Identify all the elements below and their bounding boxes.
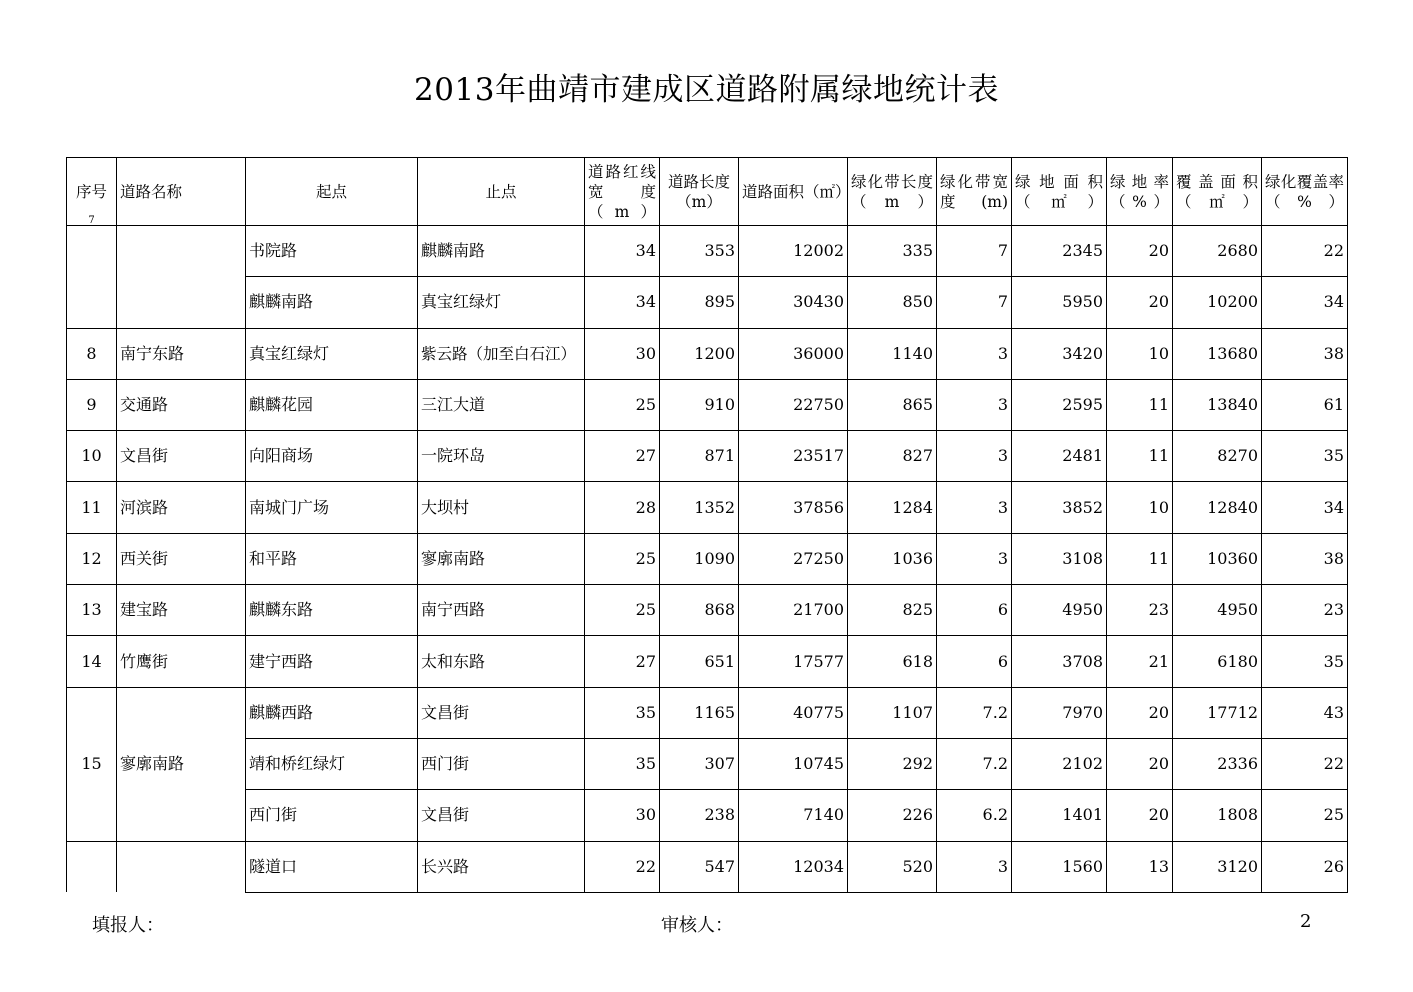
header-belt-length: 绿化带长度（m） bbox=[848, 158, 937, 226]
cell-belt-width: 6.2 bbox=[937, 790, 1012, 841]
cell-green-area: 2102 bbox=[1012, 738, 1107, 789]
cell-belt-length: 226 bbox=[848, 790, 937, 841]
table-header-row bbox=[67, 158, 1348, 226]
cell-end: 紫云路（加至白石江） bbox=[418, 328, 585, 379]
cell-cover-area: 13680 bbox=[1173, 328, 1262, 379]
cell-area: 36000 bbox=[739, 328, 848, 379]
table-row bbox=[67, 533, 1348, 584]
cell-width: 35 bbox=[585, 687, 660, 738]
table-row bbox=[67, 585, 1348, 636]
cell-belt-length: 1140 bbox=[848, 328, 937, 379]
cell-length: 238 bbox=[660, 790, 739, 841]
header-red-line-width: 道路红线宽度（m） bbox=[585, 158, 660, 226]
cell-start: 书院路 bbox=[246, 226, 418, 277]
cell-belt-width: 7.2 bbox=[937, 738, 1012, 789]
cell-cover-area: 12840 bbox=[1173, 482, 1262, 533]
cell-seq bbox=[67, 215, 117, 277]
cell-cover-rate: 61 bbox=[1262, 379, 1348, 430]
cell-length: 1165 bbox=[660, 687, 739, 738]
cell-length: 651 bbox=[660, 636, 739, 687]
table-row bbox=[67, 636, 1348, 687]
cell-road-name bbox=[117, 841, 246, 892]
filler-label: 填报人： bbox=[92, 915, 164, 936]
cell-cover-rate: 34 bbox=[1262, 277, 1348, 328]
cell-width: 25 bbox=[585, 533, 660, 584]
cell-width: 35 bbox=[585, 738, 660, 789]
cell-green-area: 2595 bbox=[1012, 379, 1107, 430]
cell-end: 一院环岛 bbox=[418, 431, 585, 482]
cell-green-rate: 13 bbox=[1107, 841, 1173, 892]
reviewer-label: 审核人： bbox=[661, 915, 733, 936]
table-row bbox=[67, 738, 1348, 789]
cell-start: 麒麟花园 bbox=[246, 379, 418, 430]
cell-green-area: 1401 bbox=[1012, 790, 1107, 841]
cell-green-rate: 10 bbox=[1107, 328, 1173, 379]
cell-area: 23517 bbox=[739, 431, 848, 482]
cell-start: 西门街 bbox=[246, 790, 418, 841]
header-cover-rate: 绿化覆盖率（%） bbox=[1262, 158, 1348, 226]
cell-cover-area: 10200 bbox=[1173, 277, 1262, 328]
cell-seq: 14 bbox=[67, 636, 117, 687]
cell-end: 文昌街 bbox=[418, 790, 585, 841]
cell-width: 27 bbox=[585, 431, 660, 482]
cell-green-rate: 20 bbox=[1107, 738, 1173, 789]
cell-start: 真宝红绿灯 bbox=[246, 328, 418, 379]
cell-road-name: 文昌街 bbox=[117, 431, 246, 482]
cell-start: 靖和桥红绿灯 bbox=[246, 738, 418, 789]
cell-area: 10745 bbox=[739, 738, 848, 789]
cell-start: 和平路 bbox=[246, 533, 418, 584]
cell-road-name: 南宁东路 bbox=[117, 328, 246, 379]
table-row bbox=[67, 226, 1348, 277]
cell-end: 南宁西路 bbox=[418, 585, 585, 636]
cell-green-rate: 11 bbox=[1107, 379, 1173, 430]
cell-length: 307 bbox=[660, 738, 739, 789]
cell-road-name: 河滨路 bbox=[117, 482, 246, 533]
cell-belt-width: 3 bbox=[937, 482, 1012, 533]
cell-end: 三江大道 bbox=[418, 379, 585, 430]
cell-area: 17577 bbox=[739, 636, 848, 687]
cell-length: 547 bbox=[660, 841, 739, 892]
cell-width: 27 bbox=[585, 636, 660, 687]
cell-area: 27250 bbox=[739, 533, 848, 584]
cell-belt-width: 3 bbox=[937, 431, 1012, 482]
cell-road-name: 建宝路 bbox=[117, 585, 246, 636]
cell-seq bbox=[67, 841, 117, 892]
table-row bbox=[67, 277, 1348, 328]
cell-belt-width: 3 bbox=[937, 328, 1012, 379]
header-start: 起点 bbox=[246, 158, 418, 226]
cell-green-area: 1560 bbox=[1012, 841, 1107, 892]
cell-belt-width: 6 bbox=[937, 585, 1012, 636]
cell-start: 麒麟西路 bbox=[246, 687, 418, 738]
cell-belt-width: 6 bbox=[937, 636, 1012, 687]
cell-end: 太和东路 bbox=[418, 636, 585, 687]
cell-width: 22 bbox=[585, 841, 660, 892]
cell-seq: 10 bbox=[67, 431, 117, 482]
cell-green-rate: 20 bbox=[1107, 790, 1173, 841]
cell-cover-rate: 22 bbox=[1262, 226, 1348, 277]
cell-seq bbox=[67, 277, 117, 328]
cell-width: 30 bbox=[585, 328, 660, 379]
cell-cover-rate: 35 bbox=[1262, 636, 1348, 687]
cell-belt-length: 827 bbox=[848, 431, 937, 482]
cell-cover-rate: 35 bbox=[1262, 431, 1348, 482]
cell-cover-area: 3120 bbox=[1173, 841, 1262, 892]
page-title: 2013年曲靖市建成区道路附属绿地统计表 bbox=[414, 72, 999, 108]
header-end: 止点 bbox=[418, 158, 585, 226]
cell-green-area: 5950 bbox=[1012, 277, 1107, 328]
cell-green-rate: 10 bbox=[1107, 482, 1173, 533]
cell-area: 40775 bbox=[739, 687, 848, 738]
cell-green-rate: 11 bbox=[1107, 533, 1173, 584]
cell-area: 12002 bbox=[739, 226, 848, 277]
cell-road-name: 西关街 bbox=[117, 533, 246, 584]
cell-belt-length: 1107 bbox=[848, 687, 937, 738]
cell-length: 868 bbox=[660, 585, 739, 636]
cell-cover-area: 17712 bbox=[1173, 687, 1262, 738]
cell-green-area: 2481 bbox=[1012, 431, 1107, 482]
cell-start: 隧道口 bbox=[246, 841, 418, 892]
cell-area: 37856 bbox=[739, 482, 848, 533]
table-row bbox=[67, 482, 1348, 533]
cell-width: 25 bbox=[585, 379, 660, 430]
cell-green-area: 3108 bbox=[1012, 533, 1107, 584]
cell-cover-rate: 22 bbox=[1262, 738, 1348, 789]
cell-start: 建宁西路 bbox=[246, 636, 418, 687]
cell-end: 文昌街 bbox=[418, 687, 585, 738]
cell-belt-length: 825 bbox=[848, 585, 937, 636]
cell-belt-width: 3 bbox=[937, 379, 1012, 430]
cell-seq: 9 bbox=[67, 379, 117, 430]
cell-cover-area: 2336 bbox=[1173, 738, 1262, 789]
cell-cover-rate: 34 bbox=[1262, 482, 1348, 533]
cell-cover-area: 10360 bbox=[1173, 533, 1262, 584]
table-row bbox=[67, 790, 1348, 841]
cell-width: 28 bbox=[585, 482, 660, 533]
cell-end: 长兴路 bbox=[418, 841, 585, 892]
cell-area: 30430 bbox=[739, 277, 848, 328]
header-seq: 序号 bbox=[67, 158, 117, 226]
cell-width: 30 bbox=[585, 790, 660, 841]
cell-width: 25 bbox=[585, 585, 660, 636]
table-row bbox=[67, 687, 1348, 738]
cell-green-rate: 20 bbox=[1107, 277, 1173, 328]
cell-road-name bbox=[117, 277, 246, 328]
cell-belt-length: 520 bbox=[848, 841, 937, 892]
cell-end: 西门街 bbox=[418, 738, 585, 789]
cell-green-rate: 21 bbox=[1107, 636, 1173, 687]
cell-width: 34 bbox=[585, 277, 660, 328]
cell-belt-width: 7 bbox=[937, 277, 1012, 328]
cell-start: 麒麟南路 bbox=[246, 277, 418, 328]
cell-start: 向阳商场 bbox=[246, 431, 418, 482]
header-green-area: 绿地面积（㎡） bbox=[1012, 158, 1107, 226]
cell-road-name: 交通路 bbox=[117, 379, 246, 430]
cell-road-name bbox=[117, 226, 246, 277]
cell-green-area: 7970 bbox=[1012, 687, 1107, 738]
header-road-name: 道路名称 bbox=[117, 158, 246, 226]
cell-cover-area: 6180 bbox=[1173, 636, 1262, 687]
cell-cover-rate: 25 bbox=[1262, 790, 1348, 841]
cell-belt-width: 3 bbox=[937, 533, 1012, 584]
cell-belt-length: 1284 bbox=[848, 482, 937, 533]
cell-end: 真宝红绿灯 bbox=[418, 277, 585, 328]
cell-green-area: 3420 bbox=[1012, 328, 1107, 379]
cell-area: 12034 bbox=[739, 841, 848, 892]
cell-seq: 11 bbox=[67, 482, 117, 533]
table-row bbox=[67, 431, 1348, 482]
cell-green-area: 3708 bbox=[1012, 636, 1107, 687]
cell-belt-width: 7 bbox=[937, 226, 1012, 277]
cell-belt-length: 335 bbox=[848, 226, 937, 277]
header-road-length: 道路长度（m） bbox=[660, 158, 739, 226]
cell-belt-length: 618 bbox=[848, 636, 937, 687]
cell-road-name: 寥廓南路 bbox=[117, 687, 246, 841]
cell-belt-width: 7.2 bbox=[937, 687, 1012, 738]
cell-length: 1200 bbox=[660, 328, 739, 379]
cell-green-area: 2345 bbox=[1012, 226, 1107, 277]
cell-green-rate: 20 bbox=[1107, 687, 1173, 738]
cell-cover-area: 1808 bbox=[1173, 790, 1262, 841]
green-space-table bbox=[66, 157, 1348, 893]
cell-cover-area: 2680 bbox=[1173, 226, 1262, 277]
cell-belt-width: 3 bbox=[937, 841, 1012, 892]
cell-green-rate: 23 bbox=[1107, 585, 1173, 636]
table-row bbox=[67, 328, 1348, 379]
cell-length: 871 bbox=[660, 431, 739, 482]
cell-seq: 13 bbox=[67, 585, 117, 636]
cell-length: 1090 bbox=[660, 533, 739, 584]
cell-end: 麒麟南路 bbox=[418, 226, 585, 277]
cell-end: 寥廓南路 bbox=[418, 533, 585, 584]
cell-length: 910 bbox=[660, 379, 739, 430]
cell-seq: 12 bbox=[67, 533, 117, 584]
cell-end: 大坝村 bbox=[418, 482, 585, 533]
cell-belt-length: 850 bbox=[848, 277, 937, 328]
cell-belt-length: 865 bbox=[848, 379, 937, 430]
cell-area: 22750 bbox=[739, 379, 848, 430]
header-green-rate: 绿地率（%） bbox=[1107, 158, 1173, 226]
header-road-area: 道路面积（㎡） bbox=[739, 158, 848, 226]
cell-area: 21700 bbox=[739, 585, 848, 636]
cell-green-rate: 11 bbox=[1107, 431, 1173, 482]
header-belt-width: 绿化带宽度(m) bbox=[937, 158, 1012, 226]
seq-partial-mark: 7 bbox=[88, 215, 95, 226]
cell-green-area: 3852 bbox=[1012, 482, 1107, 533]
cell-length: 1352 bbox=[660, 482, 739, 533]
cell-seq: 8 bbox=[67, 328, 117, 379]
cell-area: 7140 bbox=[739, 790, 848, 841]
cell-cover-rate: 26 bbox=[1262, 841, 1348, 892]
cell-length: 353 bbox=[660, 226, 739, 277]
cell-belt-length: 292 bbox=[848, 738, 937, 789]
table-row bbox=[67, 841, 1348, 892]
cell-green-rate: 20 bbox=[1107, 226, 1173, 277]
cell-cover-area: 4950 bbox=[1173, 585, 1262, 636]
cell-cover-rate: 43 bbox=[1262, 687, 1348, 738]
cell-cover-rate: 38 bbox=[1262, 533, 1348, 584]
cell-road-name: 竹鹰街 bbox=[117, 636, 246, 687]
cell-cover-area: 8270 bbox=[1173, 431, 1262, 482]
cell-start: 南城门广场 bbox=[246, 482, 418, 533]
cell-cover-area: 13840 bbox=[1173, 379, 1262, 430]
cell-cover-rate: 23 bbox=[1262, 585, 1348, 636]
table-row bbox=[67, 379, 1348, 430]
header-cover-area: 覆盖面积（㎡） bbox=[1173, 158, 1262, 226]
cell-green-area: 4950 bbox=[1012, 585, 1107, 636]
cell-seq: 15 bbox=[67, 687, 117, 841]
page-number: 2 bbox=[1300, 911, 1312, 932]
cell-cover-rate: 38 bbox=[1262, 328, 1348, 379]
cell-belt-length: 1036 bbox=[848, 533, 937, 584]
cell-width: 34 bbox=[585, 226, 660, 277]
cell-start: 麒麟东路 bbox=[246, 585, 418, 636]
cell-length: 895 bbox=[660, 277, 739, 328]
